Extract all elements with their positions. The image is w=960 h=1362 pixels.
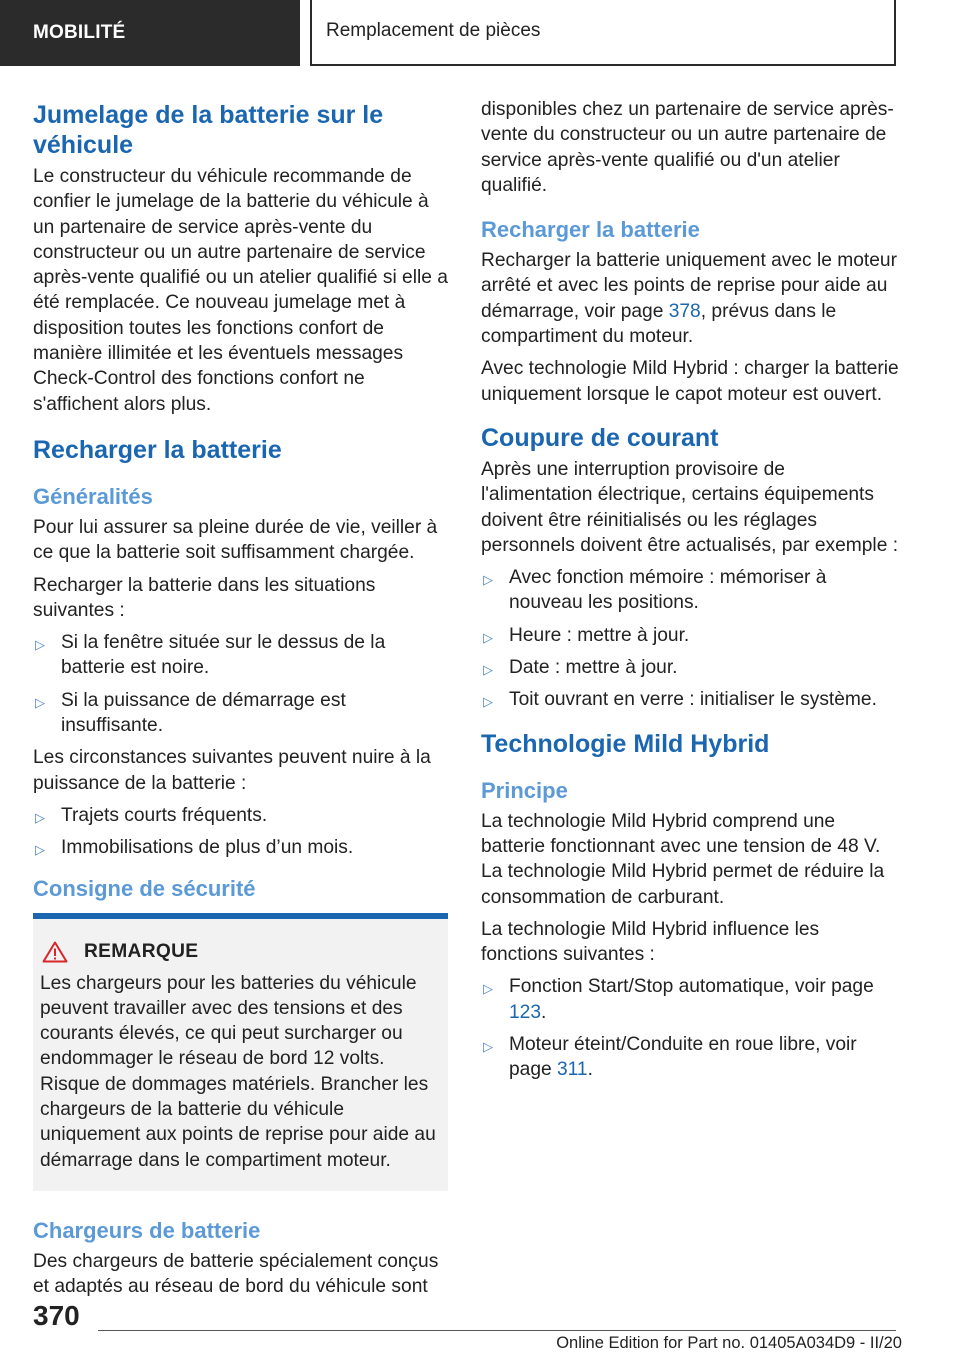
list-item: ▷ Toit ouvrant en verre : initialiser le système. [481, 687, 901, 712]
safety-subheading: Consigne de sécurité [33, 875, 256, 901]
power-cut-list [481, 565, 901, 712]
triangle-bullet-icon: ▷ [483, 981, 493, 997]
triangle-bullet-icon: ▷ [483, 572, 493, 588]
continued-text: disponibles chez un partenaire de service après-vente du constructeur ou un autre partenaire de service après-vente qualifié ou d'un atelier qualifié. [481, 99, 894, 196]
chargers-text: Des chargeurs de batterie spécialement conçus et adaptés au réseau de bord du véhicule sont [33, 1250, 439, 1298]
mild-hybrid-heading: Technologie Mild Hybrid [481, 729, 770, 758]
list-item: ▷ Fonction Start/Stop automatique, voir page 123. [483, 976, 874, 1023]
header-chapter-title: Remplacement de pièces [310, 0, 896, 66]
page-link-378[interactable]: 378 [668, 300, 701, 322]
list-item: ▷ Trajets courts fréquents. [33, 803, 448, 828]
chargers-subheading: Chargeurs de batterie [33, 1217, 261, 1243]
triangle-bullet-icon: ▷ [483, 629, 493, 645]
recharge-subheading: Recharger la batterie [481, 217, 700, 243]
list-item: ▷ Immobilisations de plus d’un mois. [33, 835, 448, 860]
page-number: 370 [33, 1300, 80, 1331]
list-item: ▷ Si la fenêtre située sur le dessus de la batterie est noire. [35, 632, 386, 679]
pairing-text: Le constructeur du véhicule recommande de confier le jumelage de la batterie du véhicule à un partenaire de service après-vente du constructeur ou un autre partenaire de service après-vente qualifié ou un atelier qualifié si elle a été remplacée. Ce nouveau jumelage met à disposition toutes les fonctions confort de manière illimitée et les éventuels messages Check-Control des fonctions confort ne s'affichent alors plus. [33, 166, 448, 415]
triangle-bullet-icon: ▷ [483, 1039, 493, 1055]
page-link-311[interactable]: 311 [557, 1059, 588, 1081]
footer-edition: Online Edition for Part no. 01405A034D9 - II/20 [556, 1334, 902, 1352]
triangle-bullet-icon: ▷ [35, 694, 45, 710]
list-item: ▷ Avec fonction mémoire : mémoriser à nouveau les positions. [483, 567, 827, 614]
mild-hybrid-p1: La technologie Mild Hybrid comprend une batterie fonctionnant avec une tension de 48 V. La technologie Mild Hybrid permet de réduire la consommation de carburant. [481, 810, 885, 908]
warning-triangle-icon [42, 941, 68, 963]
charging-p2: Recharger la batterie dans les situations suivantes : [33, 574, 376, 621]
charging-p3: Les circonstances suivantes peuvent nuire à la puissance de la batterie : [33, 747, 431, 794]
header-section-tab: MOBILITÉ [0, 0, 300, 66]
warning-text: Les chargeurs pour les batteries du véhicule peuvent travailler avec des tensions et des courants élevés, ce qui peut surcharger ou endommager le réseau de bord 12 volts. Risque de dommages matériels. Brancher les chargeurs de la batterie du véhicule uniquement aux points de reprise pour aide au démarrage dans le compartiment moteur. [40, 972, 436, 1171]
recharge-p2: Avec technologie Mild Hybrid : charger la batterie uniquement lorsque le capot moteur est ouvert. [481, 358, 899, 405]
principle-subheading: Principe [481, 777, 568, 803]
power-cut-text: Après une interruption provisoire de l'alimentation électrique, certains équipements doivent être réinitialisés ou les réglages personnels doivent être actualisés, par exemple : [481, 458, 899, 556]
warning-box [33, 913, 448, 1191]
page-link-123[interactable]: 123 [509, 1001, 542, 1023]
charging-list-2 [33, 803, 448, 861]
pairing-heading: Jumelage de la batterie sur le véhicule [33, 101, 384, 159]
charging-heading: Recharger la batterie [33, 435, 282, 464]
warning-header [40, 941, 436, 963]
triangle-bullet-icon: ▷ [35, 809, 45, 825]
recharge-p1: Recharger la batterie uniquement avec le moteur arrêté et avec les points de reprise pour aide au démarrage, voir page 378, prévus dans le compartiment du moteur. [481, 250, 897, 348]
power-cut-heading: Coupure de courant [481, 423, 719, 452]
triangle-bullet-icon: ▷ [35, 842, 45, 858]
charging-list-1 [33, 630, 448, 738]
list-item: ▷ Date : mettre à jour. [481, 655, 901, 680]
charging-p1: Pour lui assurer sa pleine durée de vie, veiller à ce que la batterie soit suffisamment chargée. [33, 516, 438, 564]
triangle-bullet-icon: ▷ [35, 637, 45, 653]
list-item: ▷ Si la puissance de démarrage est insuffisante. [35, 689, 346, 737]
footer-divider [98, 1330, 896, 1331]
mild-hybrid-p2: La technologie Mild Hybrid influence les fonctions suivantes : [481, 918, 820, 966]
mild-hybrid-list [481, 974, 901, 1082]
triangle-bullet-icon: ▷ [483, 694, 493, 710]
list-item: ▷ Moteur éteint/Conduite en roue libre, voir page 311. [483, 1034, 857, 1081]
warning-label: REMARQUE [84, 940, 199, 962]
left-column [33, 100, 448, 1307]
triangle-bullet-icon: ▷ [483, 662, 493, 678]
list-item: ▷ Heure : mettre à jour. [481, 623, 901, 648]
general-subheading: Généralités [33, 483, 153, 509]
right-column [481, 97, 901, 1090]
